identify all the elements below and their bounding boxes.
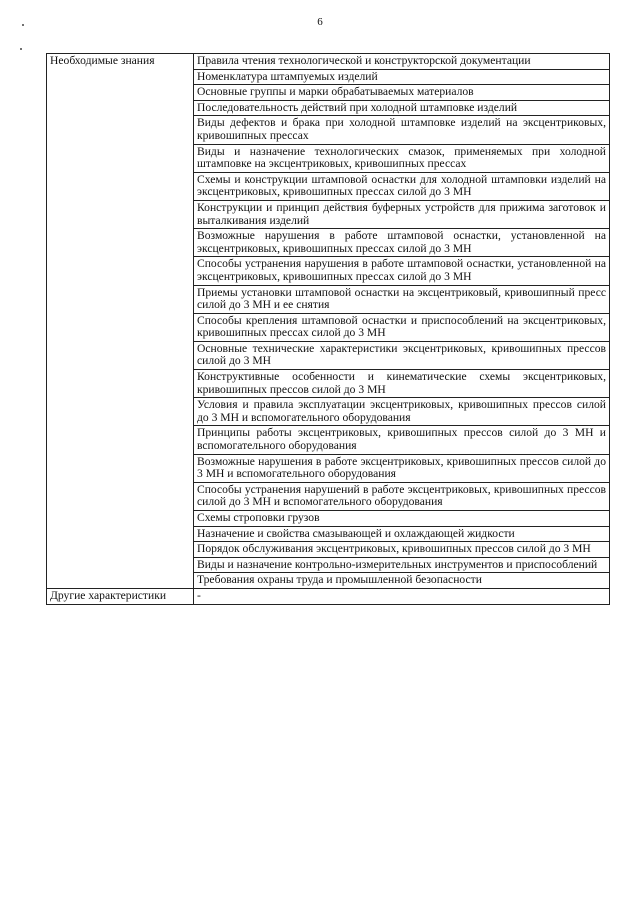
table-row [47, 54, 610, 70]
knowledge-item: Виды дефектов и брака при холодной штамповке изделий на эксцентриковых, кривошипных прессах [194, 116, 610, 144]
knowledge-item: Виды и назначение контрольно-измерительных инструментов и приспособлений [194, 557, 610, 573]
knowledge-item: Схемы строповки грузов [194, 511, 610, 527]
section-label: Другие характеристики [47, 588, 194, 604]
table-row [47, 588, 610, 604]
knowledge-table [46, 53, 610, 605]
knowledge-item: Основные группы и марки обрабатываемых материалов [194, 85, 610, 101]
knowledge-item: Порядок обслуживания эксцентриковых, кривошипных прессов силой до 3 МН [194, 542, 610, 558]
knowledge-item: Возможные нарушения в работе штамповой оснастки, установленной на эксцентриковых, кривошипных прессах силой до 3 МН [194, 229, 610, 257]
scan-speck [22, 24, 24, 26]
knowledge-item: Схемы и конструкции штамповой оснастки для холодной штамповки изделий на эксцентриковых, кривошипных прессах силой до 3 МН [194, 172, 610, 200]
knowledge-item: Условия и правила эксплуатации эксцентриковых, кривошипных прессов силой до 3 МН и вспомогательного оборудования [194, 398, 610, 426]
knowledge-item: Способы устранения нарушений в работе эксцентриковых, кривошипных прессов силой до 3 МН и вспомогательного оборудования [194, 482, 610, 510]
page-number: 6 [317, 16, 323, 28]
scan-speck [20, 48, 22, 50]
knowledge-item: Приемы установки штамповой оснастки на эксцентриковый, кривошипный пресс силой до 3 МН и ее снятия [194, 285, 610, 313]
knowledge-item: Способы устранения нарушения в работе штамповой оснастки, установленной на эксцентриковых, кривошипных прессах силой до 3 МН [194, 257, 610, 285]
section-label: Необходимые знания [47, 54, 194, 589]
knowledge-item: Возможные нарушения в работе эксцентриковых, кривошипных прессов силой до 3 МН и вспомогательного оборудования [194, 454, 610, 482]
knowledge-item: Виды и назначение технологических смазок, применяемых при холодной штамповке на эксцентриковых, кривошипных прессах [194, 144, 610, 172]
knowledge-item: Последовательность действий при холодной штамповке изделий [194, 100, 610, 116]
knowledge-item: - [194, 588, 610, 604]
knowledge-item: Назначение и свойства смазывающей и охлаждающей жидкости [194, 526, 610, 542]
knowledge-item: Конструктивные особенности и кинематические схемы эксцентриковых, кривошипных прессов силой до 3 МН [194, 370, 610, 398]
knowledge-item: Принципы работы эксцентриковых, кривошипных прессов силой до 3 МН и вспомогательного оборудования [194, 426, 610, 454]
knowledge-item: Способы крепления штамповой оснастки и приспособлений на эксцентриковых, кривошипных прессах силой до 3 МН [194, 313, 610, 341]
knowledge-item: Требования охраны труда и промышленной безопасности [194, 573, 610, 589]
knowledge-item: Основные технические характеристики эксцентриковых, кривошипных прессов силой до 3 МН [194, 341, 610, 369]
knowledge-item: Правила чтения технологической и конструкторской документации [194, 54, 610, 70]
knowledge-item: Номенклатура штампуемых изделий [194, 69, 610, 85]
knowledge-item: Конструкции и принцип действия буферных устройств для прижима заготовок и выталкивания изделий [194, 200, 610, 228]
